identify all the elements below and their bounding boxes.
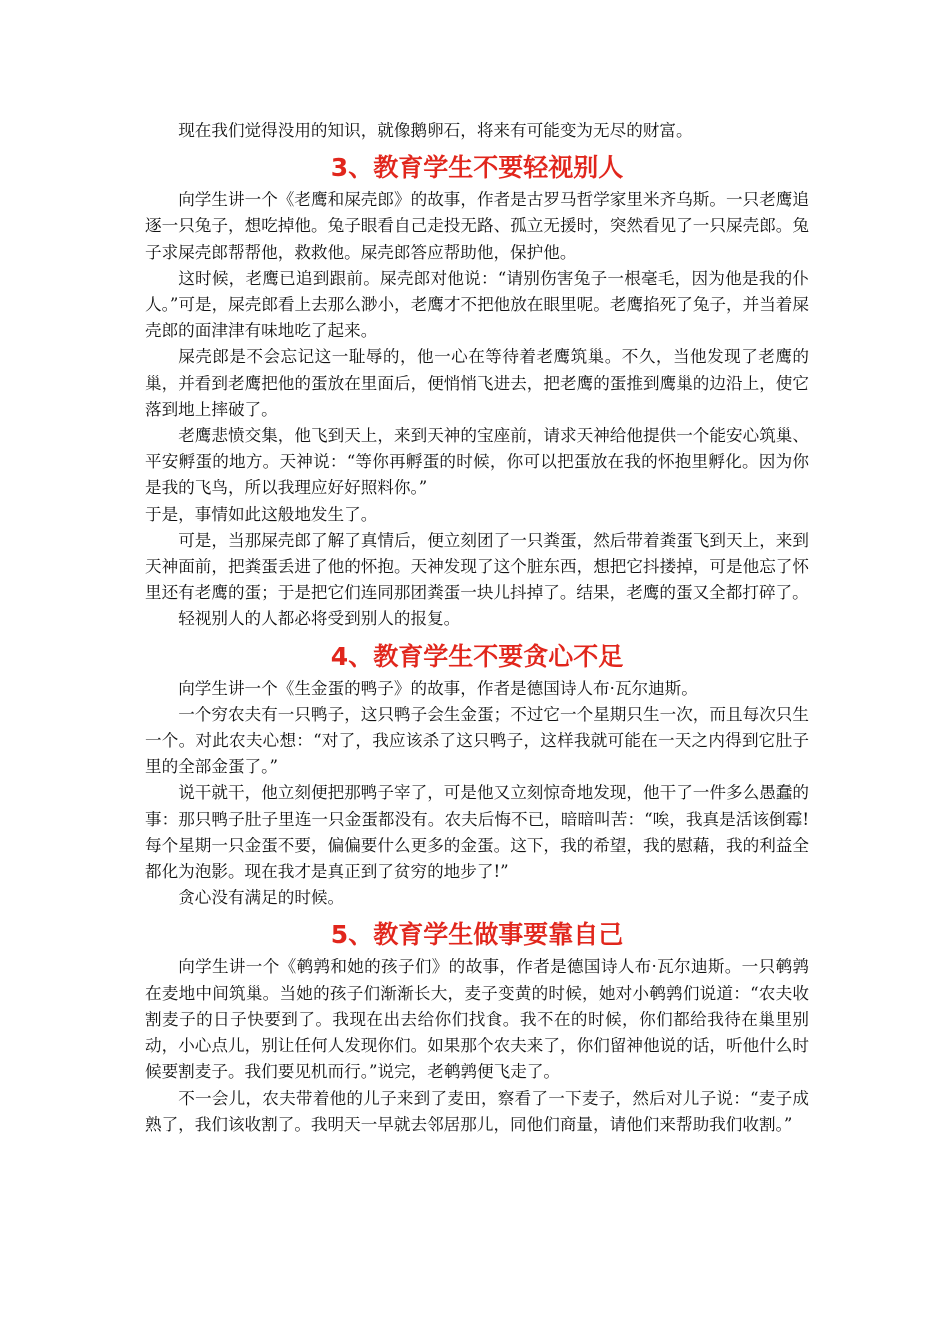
section-heading-5: 5、教育学生做事要靠自己 — [330, 920, 624, 950]
paragraph-moral: 贪心没有满足的时候。 — [178, 888, 345, 908]
paragraph: 这时候，老鹰已追到跟前。屎壳郎对他说：“请别伤害兔子一根毫毛，因为他是我的仆人。”可是，屎壳郎看上去那么渺小，老鹰才不把他放在眼里呢。老鹰掐死了兔子，并当着屎壳郎的面津津有味地吃了起来。 — [145, 268, 809, 341]
document-page — [145, 118, 809, 1138]
paragraph: 向学生讲一个《生金蛋的鸭子》的故事，作者是德国诗人布·瓦尔迪斯。 — [178, 678, 698, 698]
paragraph: 不一会儿，农夫带着他的儿子来到了麦田，察看了一下麦子，然后对儿子说：“麦子成熟了，我们该收割了。我明天一早就去邻居那儿，同他们商量，请他们来帮助我们收割。” — [145, 1088, 809, 1134]
paragraph: 说干就干，他立刻便把那鸭子宰了，可是他又立刻惊奇地发现，他干了一件多么愚蠢的事：那只鸭子肚子里连一只金蛋都没有。农夫后悔不已，暗暗叫苦：“唉，我真是活该倒霉!每个星期一只金蛋不要，偏偏要什么更多的金蛋。这下，我的希望，我的慰藉，我的利益全都化为泡影。现在我才是真正到了贫穷的地步了!” — [145, 783, 809, 882]
paragraph: 屎壳郎是不会忘记这一耻辱的，他一心在等待着老鹰筑巢。不久，当他发现了老鹰的巢，并看到老鹰把他的蛋放在里面后，便悄悄飞进去，把老鹰的蛋推到鹰巢的边沿上，使它落到地上摔破了。 — [145, 347, 809, 419]
paragraph: 老鹰悲愤交集，他飞到天上，来到天神的宝座前，请求天神给他提供一个能安心筑巢、平安孵蛋的地方。天神说：“等你再孵蛋的时候，你可以把蛋放在我的怀抱里孵化。因为你是我的飞鸟，所以我理应好好照料你。” — [145, 426, 809, 498]
section-heading-4: 4、教育学生不要贪心不足 — [330, 641, 624, 671]
paragraph-moral: 轻视别人的人都必将受到别人的报复。 — [178, 609, 461, 629]
paragraph: 向学生讲一个《老鹰和屎壳郎》的故事，作者是古罗马哲学家里米齐乌斯。一只老鹰追逐一只兔子，想吃掉他。兔子眼看自己走投无路、孤立无援时，突然看见了一只屎壳郎。兔子求屎壳郎帮帮他，救救他。屎壳郎答应帮助他，保护他。 — [145, 190, 809, 262]
section-heading-3: 3、教育学生不要轻视别人 — [330, 153, 624, 183]
paragraph-intro-conclusion: 现在我们觉得没用的知识，就像鹅卵石，将来有可能变为无尽的财富。 — [178, 121, 693, 140]
paragraph: 于是，事情如此这般地发生了。 — [145, 504, 378, 524]
paragraph: 向学生讲一个《鹌鹑和她的孩子们》的故事，作者是德国诗人布·瓦尔迪斯。一只鹌鹑在麦地中间筑巢。当她的孩子们渐渐长大，麦子变黄的时候，她对小鹌鹑们说道：“农夫收割麦子的日子快要到了。我现在出去给你们找食。我不在的时候，你们都给我待在巢里别动，小心点儿，别让任何人发现你们。如果那个农夫来了，你们留神他说的话，听他什么时候要割麦子。我们要见机而行。”说完，老鹌鹑便飞走了。 — [145, 957, 809, 1082]
paragraph: 一个穷农夫有一只鸭子，这只鸭子会生金蛋；不过它一个星期只生一次，而且每次只生一个。对此农夫心想：“对了，我应该杀了这只鸭子，这样我就可能在一天之内得到它肚子里的全部金蛋了。” — [145, 704, 809, 777]
paragraph: 可是，当那屎壳郎了解了真情后，便立刻团了一只粪蛋，然后带着粪蛋飞到天上，来到天神面前，把粪蛋丢进了他的怀抱。天神发现了这个脏东西，想把它抖搂掉，可是他忘了怀里还有老鹰的蛋；于是把它们连同那团粪蛋一块儿抖掉了。结果，老鹰的蛋又全都打碎了。 — [145, 530, 809, 603]
